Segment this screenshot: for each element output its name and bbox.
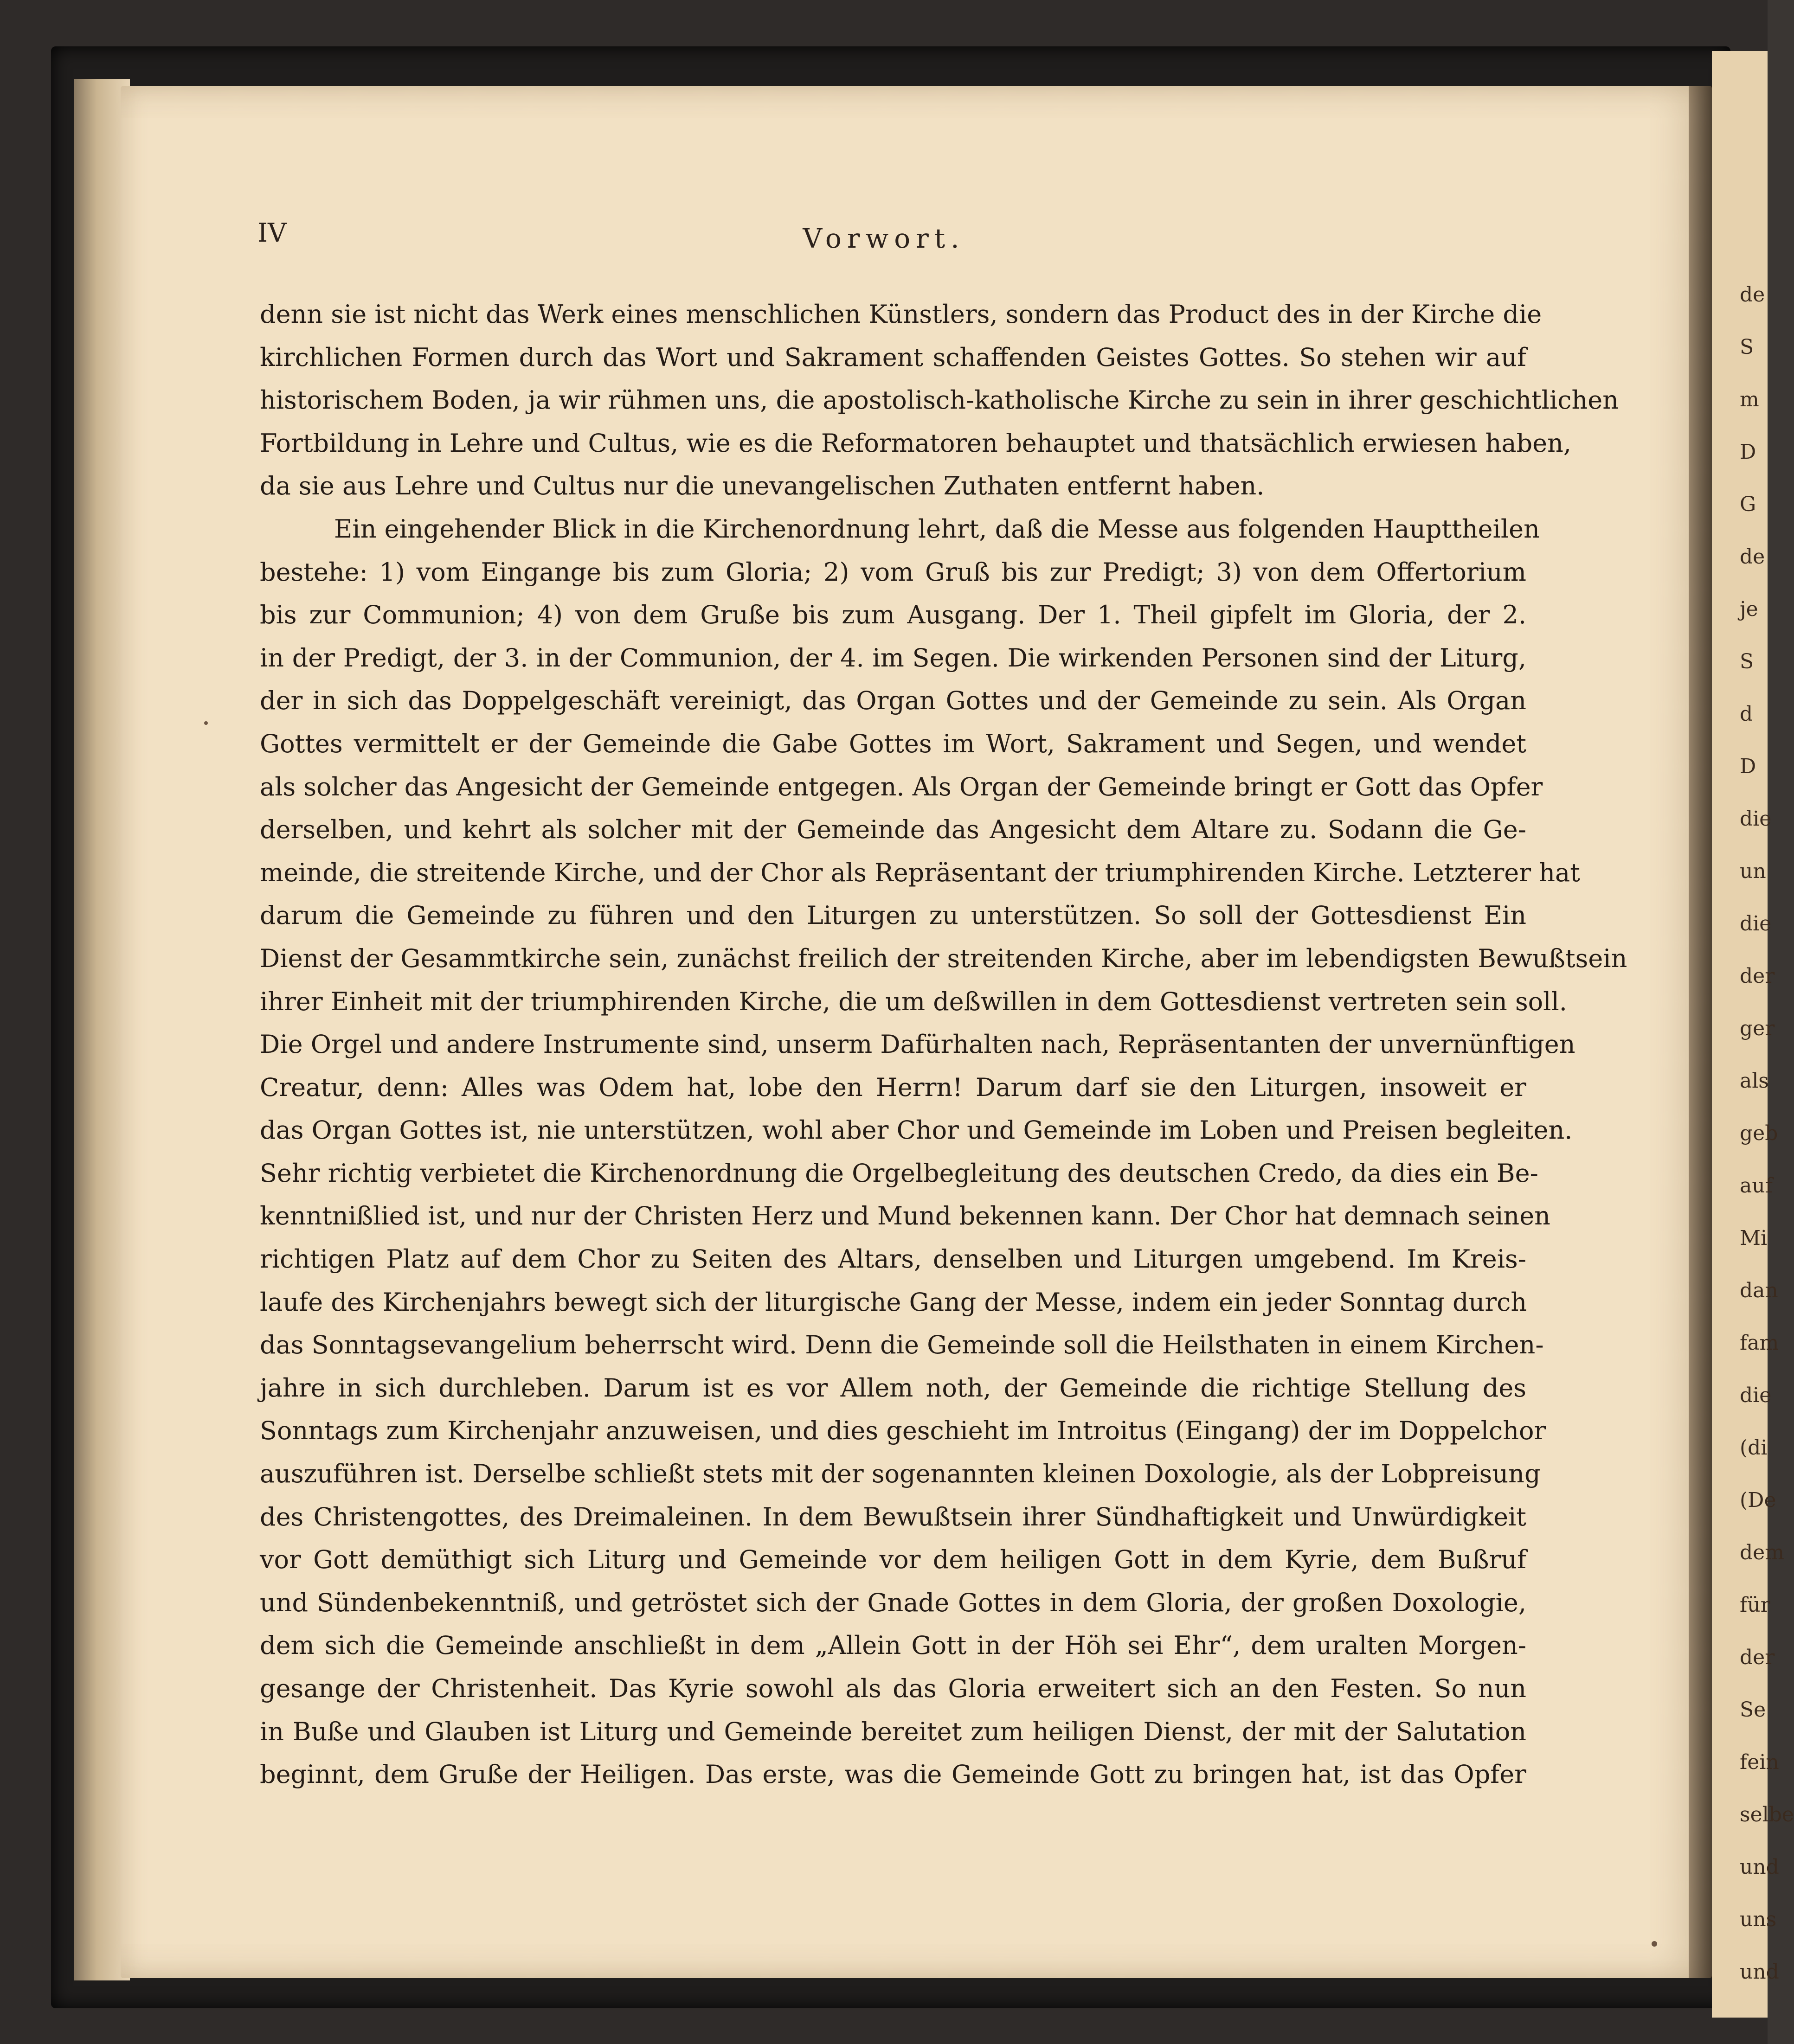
text-line: das Sonntagsevangelium beherrscht wird. Denn die Gemeinde soll die Heilsthaten in einem Kirchen- bbox=[260, 1330, 1544, 1360]
next-page-fragment: fein bbox=[1740, 1750, 1779, 1774]
text-line: Dienst der Gesammtkirche sein, zunächst freilich der streitenden Kirche, aber im lebendigsten Bewußtsein bbox=[260, 943, 1627, 973]
next-page-fragment: geb bbox=[1740, 1121, 1778, 1145]
body-text bbox=[260, 293, 1627, 1796]
next-page-fragment: S bbox=[1740, 650, 1754, 673]
next-page-fragment: der bbox=[1740, 1646, 1775, 1669]
next-page-fragment: fam bbox=[1740, 1331, 1779, 1355]
text-line: der in sich das Doppelgeschäft vereinigt, das Organ Gottes und der Gemeinde zu sein. Als Organ bbox=[260, 686, 1526, 716]
next-page-fragment: de bbox=[1740, 283, 1765, 307]
next-page-fragment: D bbox=[1740, 440, 1756, 464]
text-line: denn sie ist nicht das Werk eines menschlichen Künstlers, sondern das Product des in der Kirche die bbox=[260, 300, 1542, 329]
text-line: derselben, und kehrt als solcher mit der Gemeinde das Angesicht dem Altare zu. Sodann die Ge- bbox=[260, 815, 1526, 845]
text-line: meinde, die streitende Kirche, und der Chor als Repräsentant der triumphirenden Kirche. Letzterer hat bbox=[260, 858, 1580, 887]
next-page-fragment: (di bbox=[1740, 1436, 1768, 1460]
next-page-fragment: S bbox=[1740, 335, 1754, 359]
text-line: darum die Gemeinde zu führen und den Liturgen zu unterstützen. So soll der Gottesdienst Ein bbox=[260, 901, 1526, 930]
next-page-fragment: je bbox=[1740, 597, 1758, 621]
next-page-fragment: un bbox=[1740, 859, 1766, 883]
next-page-fragment: auf bbox=[1740, 1174, 1773, 1198]
next-page-fragment: (De bbox=[1740, 1488, 1776, 1512]
next-page-fragment: D bbox=[1740, 755, 1756, 778]
next-page-fragment: G bbox=[1740, 493, 1756, 516]
text-line: dem sich die Gemeinde anschließt in dem „Allein Gott in der Höh sei Ehr“, dem uralten Morgen- bbox=[260, 1631, 1526, 1660]
text-line: in Buße und Glauben ist Liturg und Gemeinde bereitet zum heiligen Dienst, der mit der Salutation bbox=[260, 1717, 1526, 1746]
text-line: bis zur Communion; 4) von dem Gruße bis zum Ausgang. Der 1. Theil gipfelt im Gloria, der 2. bbox=[260, 600, 1526, 630]
text-line: des Christengottes, des Dreimaleinen. In dem Bewußtsein ihrer Sündhaftigkeit und Unwürdigkeit bbox=[260, 1502, 1526, 1531]
text-line: richtigen Platz auf dem Chor zu Seiten des Altars, denselben und Liturgen umgebend. Im Kreis- bbox=[260, 1244, 1526, 1274]
next-page-fragment: die bbox=[1740, 807, 1772, 831]
next-page-fragment: ger bbox=[1740, 1017, 1775, 1040]
text-line: Die Orgel und andere Instrumente sind, unserm Dafürhalten nach, Repräsentanten der unvernünftigen bbox=[260, 1030, 1575, 1059]
next-page-fragment: der bbox=[1740, 964, 1775, 988]
next-page-fragment: de bbox=[1740, 545, 1765, 569]
text-line: Sehr richtig verbietet die Kirchenordnung die Orgelbegleitung des deutschen Credo, da dies ein Be- bbox=[260, 1158, 1538, 1188]
text-line: vor Gott demüthigt sich Liturg und Gemeinde vor dem heiligen Gott in dem Kyrie, dem Bußruf bbox=[260, 1545, 1526, 1575]
text-line: Sonntags zum Kirchenjahr anzuweisen, und dies geschieht im Introitus (Eingang) der im Doppelchor bbox=[260, 1416, 1546, 1446]
next-page-fragment: und bbox=[1740, 1855, 1779, 1879]
next-page-fragment: für bbox=[1740, 1593, 1770, 1617]
text-line: bestehe: 1) vom Eingange bis zum Gloria; 2) vom Gruß bis zur Predigt; 3) von dem Offertorium bbox=[260, 557, 1526, 587]
next-page-fragment: m bbox=[1740, 388, 1759, 411]
next-page-fragment: und bbox=[1740, 1960, 1779, 1984]
next-page-fragment: die bbox=[1740, 912, 1772, 935]
text-line: beginnt, dem Gruße der Heiligen. Das erste, was die Gemeinde Gott zu bringen hat, ist das Opfer bbox=[260, 1760, 1526, 1789]
text-line: historischem Boden, ja wir rühmen uns, die apostolisch-katholische Kirche zu sein in ihrer geschichtlichen bbox=[260, 385, 1619, 415]
next-page-fragment: d bbox=[1740, 702, 1753, 726]
paper-speck bbox=[204, 721, 208, 725]
text-line: laufe des Kirchenjahrs bewegt sich der liturgische Gang der Messe, indem ein jeder Sonntag durch bbox=[260, 1287, 1527, 1317]
page-number: IV bbox=[257, 218, 287, 248]
text-line: kirchlichen Formen durch das Wort und Sakrament schaffenden Geistes Gottes. So stehen wir auf bbox=[260, 342, 1526, 372]
text-line: als solcher das Angesicht der Gemeinde entgegen. Als Organ der Gemeinde bringt er Gott das Opfer bbox=[260, 772, 1543, 801]
next-page-fragment: die bbox=[1740, 1384, 1772, 1407]
text-line: und Sündenbekenntniß, und getröstet sich der Gnade Gottes in dem Gloria, der großen Doxologie, bbox=[260, 1588, 1526, 1617]
text-line: Fortbildung in Lehre und Cultus, wie es die Reformatoren behauptet und thatsächlich erwiesen haben, bbox=[260, 428, 1572, 458]
text-line: auszuführen ist. Derselbe schließt stets mit der sogenannten kleinen Doxologie, als der Lobpreisung bbox=[260, 1459, 1541, 1489]
text-line: ihrer Einheit mit der triumphirenden Kirche, die um deßwillen in dem Gottesdienst vertreten sein soll. bbox=[260, 987, 1567, 1016]
next-page-fragment: uns bbox=[1740, 1908, 1777, 1931]
paper-speck bbox=[1652, 1941, 1657, 1947]
text-line: da sie aus Lehre und Cultus nur die unevangelischen Zuthaten entfernt haben. bbox=[260, 471, 1265, 501]
text-line: Ein eingehender Blick in die Kirchenordnung lehrt, daß die Messe aus folgenden Haupttheilen bbox=[334, 514, 1540, 544]
text-line: Gottes vermittelt er der Gemeinde die Gabe Gottes im Wort, Sakrament und Segen, und wendet bbox=[260, 729, 1526, 758]
text-line: in der Predigt, der 3. in der Communion, der 4. im Segen. Die wirkenden Personen sind der Liturg, bbox=[260, 643, 1526, 673]
next-page-fragment: als bbox=[1740, 1069, 1769, 1093]
next-page-fragment: selbe bbox=[1740, 1803, 1794, 1826]
text-line: jahre in sich durchleben. Darum ist es vor Allem noth, der Gemeinde die richtige Stellung des bbox=[260, 1373, 1526, 1403]
text-line: kenntnißlied ist, und nur der Christen Herz und Mund bekennen kann. Der Chor hat demnach seinen bbox=[260, 1201, 1550, 1231]
running-head: Vorwort. bbox=[803, 223, 965, 254]
text-line: gesange der Christenheit. Das Kyrie sowohl als das Gloria erweitert sich an den Festen. So nun bbox=[260, 1674, 1526, 1703]
next-page-fragment: Mi bbox=[1740, 1226, 1768, 1250]
next-page-fragment: Se bbox=[1740, 1698, 1766, 1722]
next-page-fragment: dan bbox=[1740, 1279, 1778, 1302]
text-line: Creatur, denn: Alles was Odem hat, lobe den Herrn! Darum darf sie den Liturgen, insoweit er bbox=[260, 1072, 1526, 1102]
text-line: das Organ Gottes ist, nie unterstützen, wohl aber Chor und Gemeinde im Loben und Preisen begleiten. bbox=[260, 1115, 1573, 1145]
next-page-slice bbox=[1712, 51, 1794, 2018]
next-page-fragment: dem bbox=[1740, 1541, 1784, 1564]
